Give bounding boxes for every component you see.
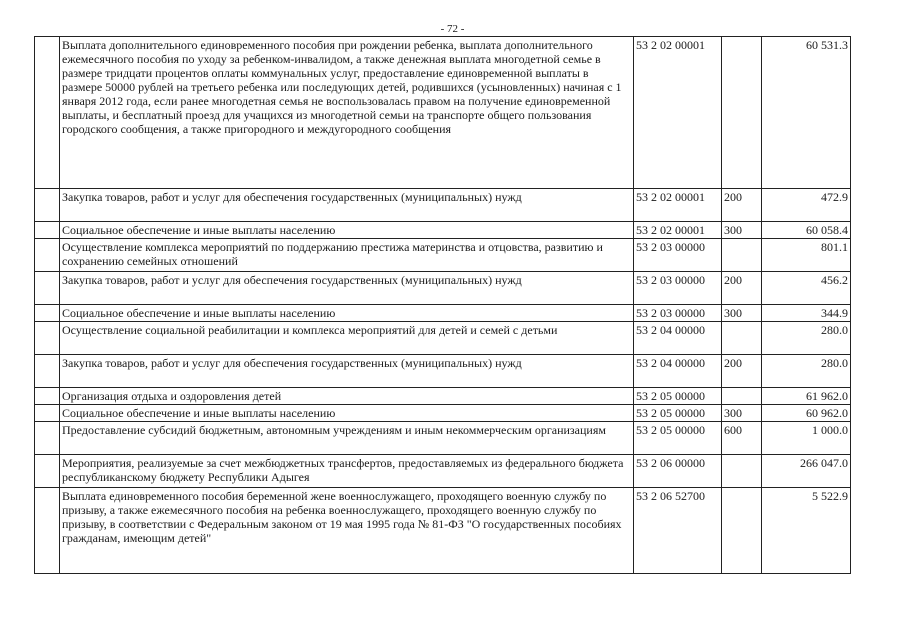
- amount: 60 531.3: [762, 37, 851, 189]
- amount: 266 047.0: [762, 455, 851, 488]
- expense-type-code: 200: [722, 189, 762, 222]
- blank-cell: [35, 355, 60, 388]
- budget-table: [34, 36, 851, 574]
- table-row: [35, 388, 851, 405]
- expense-name: Социальное обеспечение и иные выплаты населению: [60, 405, 634, 422]
- expense-name: Выплата единовременного пособия беременной жене военнослужащего, проходящего военную службу по призыву, а также ежемесячного пособия на ребенка военнослужащего, проходящего военную службу по призыву, в соответствии с Федеральным законом от 19 мая 1995 года № 81-ФЗ "О государственных пособиях гражданам, имеющим детей": [60, 488, 634, 574]
- target-item-code: 53 2 05 00000: [634, 422, 722, 455]
- table-row: [35, 355, 851, 388]
- table-row: [35, 189, 851, 222]
- table-row: [35, 305, 851, 322]
- table-row: [35, 488, 851, 574]
- amount: 280.0: [762, 322, 851, 355]
- expense-type-code: 200: [722, 355, 762, 388]
- blank-cell: [35, 222, 60, 239]
- blank-cell: [35, 488, 60, 574]
- amount: 60 058.4: [762, 222, 851, 239]
- blank-cell: [35, 272, 60, 305]
- amount: 60 962.0: [762, 405, 851, 422]
- expense-type-code: 300: [722, 405, 762, 422]
- amount: 456.2: [762, 272, 851, 305]
- blank-cell: [35, 189, 60, 222]
- amount: 61 962.0: [762, 388, 851, 405]
- expense-name: Социальное обеспечение и иные выплаты населению: [60, 222, 634, 239]
- expense-name: Осуществление социальной реабилитации и комплекса мероприятий для детей и семей с детьми: [60, 322, 634, 355]
- expense-type-code: [722, 322, 762, 355]
- amount: 344.9: [762, 305, 851, 322]
- blank-cell: [35, 37, 60, 189]
- expense-name: Выплата дополнительного единовременного пособия при рождении ребенка, выплата дополнительного ежемесячного пособия по уходу за ребенком-инвалидом, а также денежная выплата многодетной семье в размере тридцати процентов оплаты коммунальных услуг, предоставление единовременной выплаты в размере 50000 рублей на третьего ребенка или последующих детей, родившихся (усыновленных) начиная с 1 января 2012 года, если ранее многодетная семья не воспользовалась правом на получение единовременной выплаты, и бесплатный проезд для учащихся из многодетной семьи на транспорте общего пользования городского сообщения, а также пригородного и междугородного сообщения: [60, 37, 634, 189]
- expense-name: Осуществление комплекса мероприятий по поддержанию престижа материнства и отцовства, развитию и сохранению семейных отношений: [60, 239, 634, 272]
- blank-cell: [35, 388, 60, 405]
- target-item-code: 53 2 06 00000: [634, 455, 722, 488]
- target-item-code: 53 2 05 00000: [634, 405, 722, 422]
- expense-name: Социальное обеспечение и иные выплаты населению: [60, 305, 634, 322]
- blank-cell: [35, 422, 60, 455]
- expense-type-code: 300: [722, 222, 762, 239]
- blank-cell: [35, 322, 60, 355]
- target-item-code: 53 2 02 00001: [634, 37, 722, 189]
- expense-type-code: [722, 37, 762, 189]
- expense-type-code: 200: [722, 272, 762, 305]
- table-row: [35, 322, 851, 355]
- table-row: [35, 37, 851, 189]
- table-row: [35, 222, 851, 239]
- table-row: [35, 455, 851, 488]
- amount: 280.0: [762, 355, 851, 388]
- table-row: [35, 422, 851, 455]
- target-item-code: 53 2 03 00000: [634, 272, 722, 305]
- target-item-code: 53 2 05 00000: [634, 388, 722, 405]
- expense-name: Мероприятия, реализуемые за счет межбюджетных трансфертов, предоставляемых из федерального бюджета республиканскому бюджету Республики Адыгея: [60, 455, 634, 488]
- expense-name: Закупка товаров, работ и услуг для обеспечения государственных (муниципальных) нужд: [60, 189, 634, 222]
- expense-type-code: [722, 488, 762, 574]
- blank-cell: [35, 305, 60, 322]
- expense-type-code: 300: [722, 305, 762, 322]
- amount: 801.1: [762, 239, 851, 272]
- target-item-code: 53 2 04 00000: [634, 355, 722, 388]
- table-row: [35, 272, 851, 305]
- amount: 472.9: [762, 189, 851, 222]
- expense-type-code: 600: [722, 422, 762, 455]
- target-item-code: 53 2 03 00000: [634, 305, 722, 322]
- expense-type-code: [722, 388, 762, 405]
- blank-cell: [35, 455, 60, 488]
- expense-name: Организация отдыха и оздоровления детей: [60, 388, 634, 405]
- expense-name: Закупка товаров, работ и услуг для обеспечения государственных (муниципальных) нужд: [60, 355, 634, 388]
- target-item-code: 53 2 02 00001: [634, 189, 722, 222]
- target-item-code: 53 2 02 00001: [634, 222, 722, 239]
- target-item-code: 53 2 04 00000: [634, 322, 722, 355]
- table-row: [35, 405, 851, 422]
- blank-cell: [35, 405, 60, 422]
- expense-type-code: [722, 239, 762, 272]
- target-item-code: 53 2 03 00000: [634, 239, 722, 272]
- expense-type-code: [722, 455, 762, 488]
- amount: 5 522.9: [762, 488, 851, 574]
- target-item-code: 53 2 06 52700: [634, 488, 722, 574]
- expense-name: Предоставление субсидий бюджетным, автономным учреждениям и иным некоммерческим организациям: [60, 422, 634, 455]
- blank-cell: [35, 239, 60, 272]
- table-row: [35, 239, 851, 272]
- amount: 1 000.0: [762, 422, 851, 455]
- expense-name: Закупка товаров, работ и услуг для обеспечения государственных (муниципальных) нужд: [60, 272, 634, 305]
- page-number: - 72 -: [440, 23, 465, 35]
